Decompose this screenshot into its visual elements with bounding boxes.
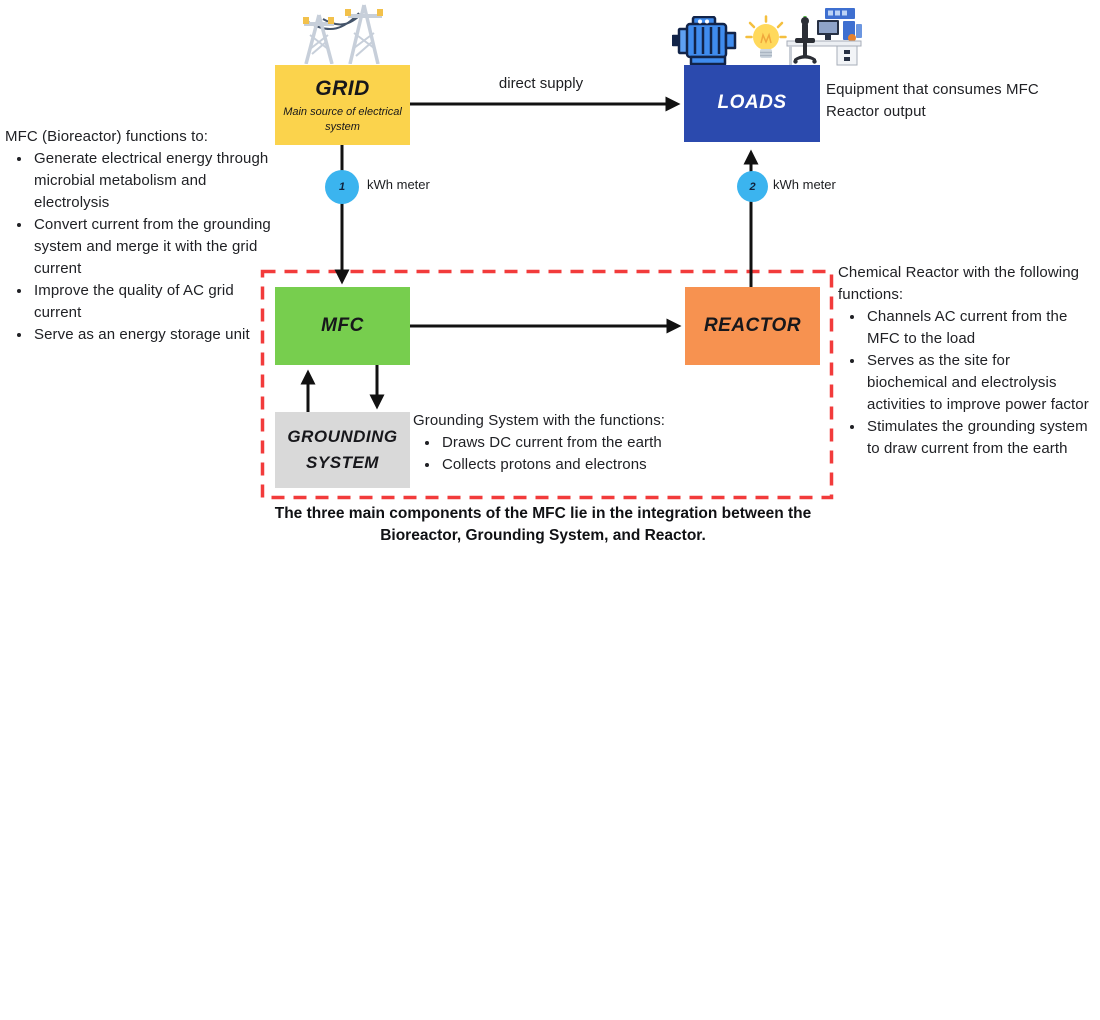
workstation-icon [781, 8, 863, 66]
mfc-functions-list [5, 148, 277, 346]
reactor-functions-title: Chemical Reactor with the following functions: [838, 264, 1080, 303]
mfc-node-title: MFC [321, 314, 364, 336]
transmission-towers-icon [298, 2, 392, 64]
kwh-meter-1-number: 1 [338, 181, 346, 193]
reactor-functions-panel [838, 262, 1094, 460]
list-item: • Generate electrical energy through microbial metabolism and electrolysis [32, 148, 277, 214]
kwh-meter-2-label: kWh meter [773, 177, 836, 192]
reactor-functions-list [838, 306, 1094, 460]
list-item: • Convert current from the grounding system and merge it with the grid current [32, 214, 277, 280]
grid-node-title: GRID [315, 76, 370, 100]
list-item: • Improve the quality of AC grid current [32, 280, 277, 324]
grid-node-subtitle: Main source of electrical system [283, 105, 402, 133]
grid-node [275, 65, 410, 145]
reactor-node [685, 287, 820, 365]
kwh-meter-1-badge [325, 170, 359, 204]
mfc-functions-title: MFC (Bioreactor) functions to: [5, 128, 209, 145]
kwh-meter-1-label: kWh meter [367, 177, 430, 192]
diagram-caption-line1: The three main components of the MFC lie in the integration between the [274, 505, 812, 522]
list-item: • Serve as an energy storage unit [32, 324, 277, 346]
list-item: • Stimulates the grounding system to draw current from the earth [865, 416, 1094, 460]
motor-icon [672, 16, 740, 66]
reactor-node-title: REACTOR [703, 314, 802, 336]
mfc-functions-panel [5, 126, 277, 346]
grounding-system-node-title: GROUNDING SYSTEM [287, 427, 398, 472]
grounding-functions-list [413, 432, 723, 476]
diagram-caption-line2: Bioreactor, Grounding System, and Reactor. [380, 527, 706, 544]
grounding-functions-panel [413, 410, 723, 476]
list-item: • Channels AC current from the MFC to the load [865, 306, 1094, 350]
mfc-node [275, 287, 410, 365]
loads-node-title: LOADS [717, 92, 787, 114]
grounding-functions-title: Grounding System with the functions: [413, 412, 666, 429]
loads-note: Equipment that consumes MFC Reactor output [826, 81, 1039, 120]
direct-supply-label: direct supply [498, 75, 584, 92]
list-item: • Draws DC current from the earth [440, 432, 723, 454]
diagram-caption [240, 503, 846, 547]
kwh-meter-2-number: 2 [749, 180, 756, 193]
loads-node [684, 65, 820, 142]
grounding-system-node [275, 412, 410, 488]
list-item: • Collects protons and electrons [440, 454, 723, 476]
list-item: • Serves as the site for biochemical and electrolysis activities to improve power factor [865, 350, 1094, 416]
kwh-meter-2-badge [737, 171, 768, 202]
